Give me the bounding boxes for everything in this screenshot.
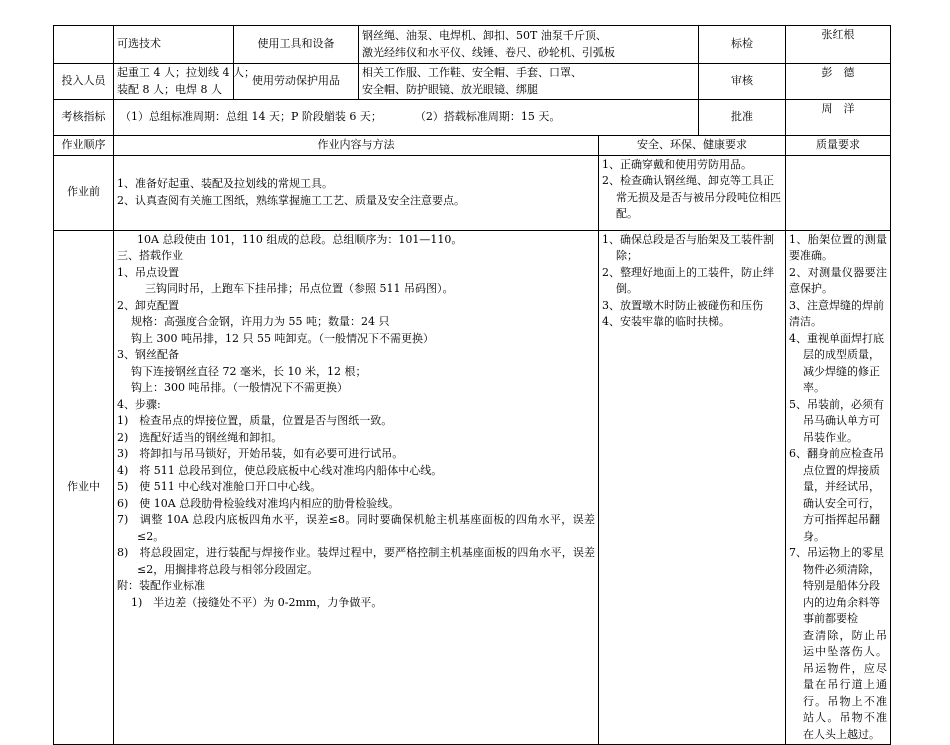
tools-value bbox=[359, 26, 699, 64]
quality-item: 3、注意焊缝的焊前清洁。 bbox=[789, 298, 884, 328]
col-header-content: 作业内容与方法 bbox=[114, 136, 599, 156]
work-instruction-table bbox=[53, 25, 891, 745]
col-header-seq: 作业顺序 bbox=[54, 136, 114, 156]
header-row-personnel bbox=[54, 64, 891, 100]
column-header-row bbox=[54, 136, 891, 156]
content-line: 8) 将总段固定，进行装配与焊接作业。装焊过程中，要严格控制主机基座面板的四角水平，误差≤2，用搁排将总段与相邻分段固定。 bbox=[117, 546, 595, 576]
quality-item: 5、吊装前，必须有吊马确认单方可吊装作业。 bbox=[789, 397, 884, 444]
in-work-content bbox=[114, 230, 599, 745]
kpi-value: （1）总组标准周期：总组 14 天；P 阶段艏装 6 天； （2）搭载标准周期：15 天。 bbox=[114, 100, 699, 136]
work-instruction-sheet bbox=[53, 25, 890, 745]
pre-work-content bbox=[114, 155, 599, 230]
pre-work-label: 作业前 bbox=[54, 155, 114, 230]
approver-name: 周 洋 bbox=[786, 100, 891, 136]
safety-item: 4、安装牢靠的临时扶梯。 bbox=[602, 315, 730, 328]
safety-item: 2、整理好地面上的工装件，防止绊倒。 bbox=[602, 265, 774, 295]
content-line: 1) 检查吊点的焊接位置，质量，位置是否与图纸一致。 bbox=[117, 414, 393, 427]
pre-work-row bbox=[54, 155, 891, 230]
pre-work-safety bbox=[599, 155, 786, 230]
content-line: 4、步骤: bbox=[117, 397, 161, 411]
ppe-value bbox=[359, 64, 699, 100]
blank-cell bbox=[54, 26, 114, 64]
ppe-label: 使用劳动保护用品 bbox=[234, 64, 359, 100]
ppe-line: 相关工作服、工作鞋、安全帽、手套、口罩、 bbox=[362, 66, 582, 79]
tools-line: 激光经纬仪和水平仪、线锤、卷尺、砂轮机、引弧板 bbox=[362, 45, 615, 59]
in-work-quality bbox=[786, 230, 891, 745]
content-line: 钩上 300 吨吊排，12 只 55 吨卸克。（一般情况下不需更换） bbox=[131, 331, 434, 345]
quality-item: 1、胎架位置的测量要准确。 bbox=[789, 232, 887, 262]
safety-item: 2、检查确认钢丝绳、卸克等工具正常无损及是否与被吊分段吨位相匹配。 bbox=[602, 174, 781, 220]
content-line: 3) 将卸扣与吊马锁好，开始吊装，如有必要可进行试吊。 bbox=[117, 447, 404, 460]
inspector-label: 标检 bbox=[699, 26, 786, 64]
quality-item: 6、翻身前应检查吊点位置的焊接质量，并经试吊，确认安全可行，方可指挥起吊翻身。 bbox=[789, 447, 884, 543]
reviewer-name: 彭 德 bbox=[786, 64, 891, 100]
col-header-safety: 安全、环保、健康要求 bbox=[599, 136, 786, 156]
content-line: 规格：高强度合金钢，许用力为 55 吨；数量：24 只 bbox=[131, 315, 390, 328]
approve-label: 批准 bbox=[699, 100, 786, 136]
content-line: 2、卸克配置 bbox=[117, 298, 179, 312]
reviewer-label: 审核 bbox=[699, 64, 786, 100]
header-row-tools bbox=[54, 26, 891, 64]
content-line: 4) 将 511 总段吊到位，使总段底板中心线对准坞内船体中心线。 bbox=[117, 463, 443, 477]
content-line: 6) 使 10A 总段肋骨检验线对准坞内相应的肋骨检验线。 bbox=[117, 496, 400, 510]
col-header-quality: 质量要求 bbox=[786, 136, 891, 156]
quality-item: 2、对测量仪器要注意保护。 bbox=[789, 265, 887, 295]
safety-item: 3、放置墩木时防止被碰伤和压伤 bbox=[602, 298, 763, 312]
content-line: 附：装配作业标准 bbox=[117, 579, 205, 592]
content-line: 10A 总段使由 101，110 组成的总段。总组顺序为：101—110。 bbox=[137, 232, 463, 246]
personnel-line: 装配 8 人；电焊 8 人 bbox=[117, 82, 222, 96]
content-line: 7) 调整 10A 总段内底板四角水平，误差≤8。同时要确保机舱主机基座面板的四角水平，误差≤2。 bbox=[117, 513, 595, 543]
content-line: 1、准备好起重、装配及拉划线的常规工具。 bbox=[117, 177, 333, 190]
safety-item: 1、确保总段是否与胎架及工装件割除； bbox=[602, 232, 774, 262]
tools-line: 钢丝绳、油泵、电焊机、卸扣、50T 油泵千斤顶、 bbox=[362, 29, 607, 42]
content-line: 三钩同时吊，上跑车下挂吊排；吊点位置（参照 511 吊码图）。 bbox=[145, 282, 454, 295]
header-row-kpi bbox=[54, 100, 891, 136]
content-line: 2) 选配好适当的钢丝绳和卸扣。 bbox=[117, 430, 283, 444]
kpi-label: 考核指标 bbox=[54, 100, 114, 136]
content-line: 1) 半边差（接缝处不平）为 0-2mm，力争做平。 bbox=[131, 595, 383, 609]
quality-item: 7、吊运物上的零星物件必须清除，特别是船体分段内的边角余料等事前都要检 bbox=[789, 546, 884, 625]
content-line: 3、钢丝配备 bbox=[117, 348, 179, 361]
quality-item: 4、重视单面焊打底层的成型质量，减少焊缝的修正率。 bbox=[789, 331, 884, 394]
in-work-row bbox=[54, 230, 891, 745]
content-line: 钩上：300 吨吊排。（一般情况下不需更换） bbox=[131, 381, 348, 394]
content-line: 三、搭载作业 bbox=[117, 249, 183, 262]
personnel-line: 起重工 4 人；拉划线 4 人； bbox=[117, 66, 255, 79]
pre-work-quality bbox=[786, 155, 891, 230]
content-line: 2、认真查阅有关施工图纸，熟练掌握施工工艺、质量及安全注意要点。 bbox=[117, 193, 465, 207]
content-line: 钩下连接钢丝直径 72 毫米，长 10 米，12 根； bbox=[131, 364, 367, 378]
personnel-value bbox=[114, 64, 255, 100]
optional-tech-label: 可选技术 bbox=[114, 26, 234, 64]
content-line: 1、吊点设置 bbox=[117, 265, 179, 279]
tools-label: 使用工具和设备 bbox=[234, 26, 359, 64]
personnel-label: 投入人员 bbox=[54, 64, 114, 100]
inspector-name: 张红根 bbox=[786, 26, 891, 64]
quality-item: 查清除，防止吊运中坠落伤人。吊运物件，应尽量在吊行道上通行。吊物上不准站人。吊物不准在人头上越过。 bbox=[803, 628, 887, 741]
ppe-line: 安全帽、防护眼镜、放光眼镜、绑腿 bbox=[362, 82, 538, 96]
safety-item: 1、正确穿戴和使用劳防用品。 bbox=[602, 157, 752, 171]
content-line: 5) 使 511 中心线对准舱口开口中心线。 bbox=[117, 480, 322, 493]
in-work-safety bbox=[599, 230, 786, 745]
in-work-label: 作业中 bbox=[54, 230, 114, 745]
